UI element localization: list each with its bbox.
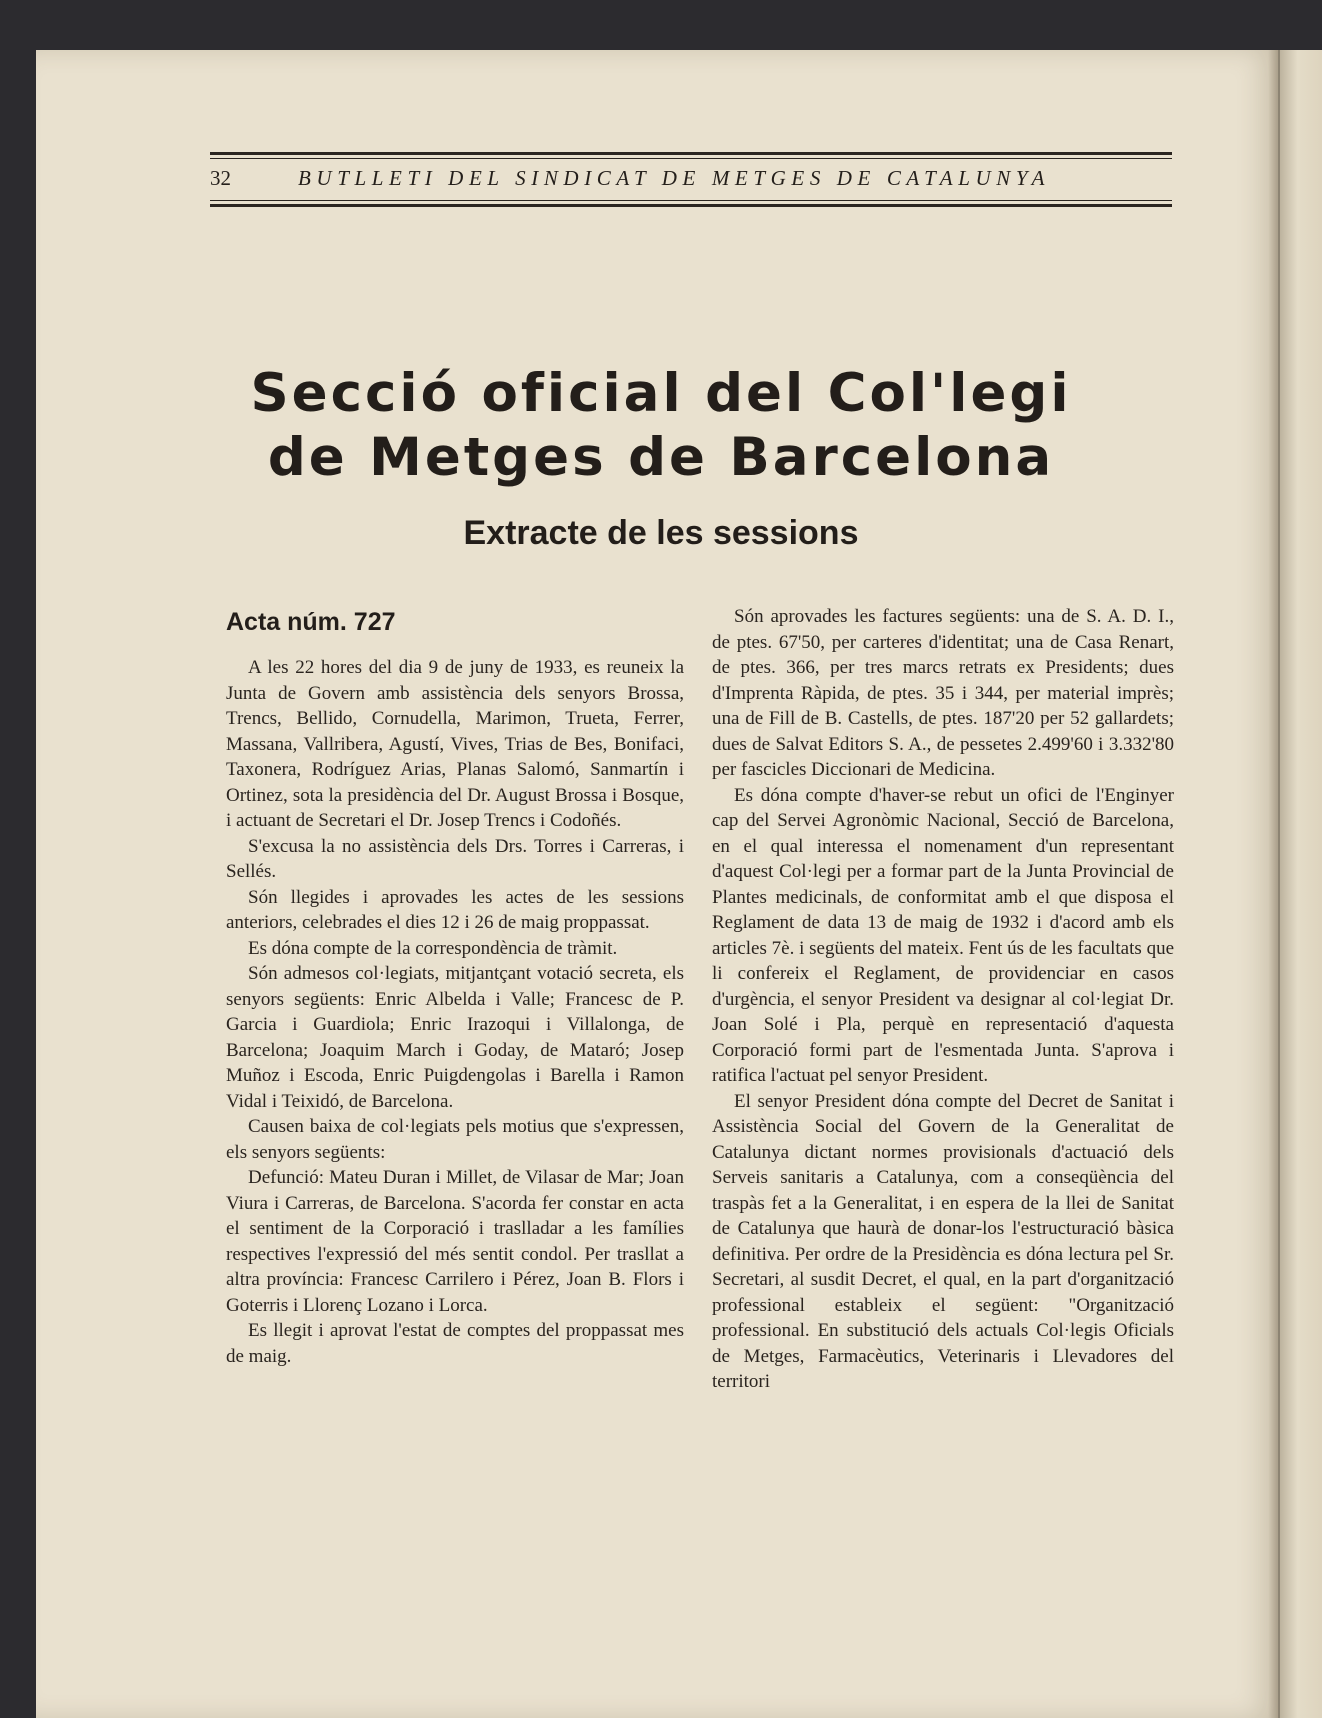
- paragraph: Són aprovades les factures següents: una de S. A. D. I., de ptes. 67'50, per carteres d'identitat; una de Casa Renart, de ptes. 366, per tres marcs retrats ex Presidents; dues d'Imprenta Ràpida, de ptes. 35 i 344, per material imprès; una de Fill de B. Castells, de ptes. 187'20 per 52 gallardets; dues de Salvat Editors S. A., de pessetes 2.499'60 i 3.332'80 per fascicles Diccionari de Medicina.: [712, 606, 1174, 780]
- running-header: [210, 166, 1172, 196]
- paragraph: Són admesos col·legiats, mitjantçant votació secreta, els senyors següents: Enric Albelda i Valle; Francesc de P. Garcia i Guardiola; Enric Irazoqui i Villalonga, de Barcelona; Joaquim March i Goday, de Mataró; Josep Muñoz i Escoda, Enric Puigdengolas i Barella i Ramon Vidal i Teixidó, de Barcelona.: [226, 963, 684, 1112]
- left-column: [226, 655, 684, 1369]
- header-rule-top-thin: [210, 158, 1172, 159]
- paragraph: Es llegit i aprovat l'estat de comptes del proppassat mes de maig.: [226, 1320, 684, 1367]
- running-title: BUTLLETI DEL SINDICAT DE METGES DE CATALUNYA: [298, 166, 1051, 190]
- section-heading: Acta núm. 727: [226, 608, 396, 636]
- header-rule-top-thick: [210, 152, 1172, 155]
- paragraph: S'excusa la no assistència dels Drs. Torres i Carreras, i Sellés.: [226, 835, 684, 882]
- header-rule-bottom-thick: [210, 204, 1172, 207]
- title-line-2: de Metges de Barcelona: [267, 427, 1055, 488]
- paragraph: Causen baixa de col·legiats pels motius que s'expressen, els senyors següents:: [226, 1116, 684, 1163]
- paragraph: A les 22 hores del dia 9 de juny de 1933, es reuneix la Junta de Govern amb assistència dels senyors Brossa, Trencs, Bellido, Cornudella, Marimon, Trueta, Ferrer, Massana, Vallribera, Agustí, Vives, Trias de Bes, Bonifaci, Taxonera, Rodríguez Arias, Planas Salomó, Sanmartín i Ortinez, sota la presidència del Dr. August Brossa i Bosque, i actuant de Secretari el Dr. Josep Trencs i Codoñés.: [226, 657, 684, 831]
- title-line-1: Secció oficial del Col'legi: [250, 363, 1072, 424]
- paragraph: Defunció: Mateu Duran i Millet, de Vilasar de Mar; Joan Viura i Carreras, de Barcelona. S'acorda fer constar en acta el sentiment de la Corporació i traslladar a les famílies respectives l'expressió del més sentit condol. Per trasllat a altra província: Francesc Carrilero i Pérez, Joan B. Flors i Goterris i Llorenç Lozano i Lorca.: [226, 1167, 684, 1316]
- page-number: 32: [210, 166, 231, 190]
- paragraph: Són llegides i aprovades les actes de les sessions anteriors, celebrades el dies 12 i 26 de maig proppassat.: [226, 886, 684, 933]
- header-rule-bottom-thin: [210, 200, 1172, 201]
- paragraph: El senyor President dóna compte del Decret de Sanitat i Assistència Social del Govern de la Generalitat de Catalunya dictant normes provisionals d'actuació dels Serveis sanitaris a Catalunya, com a conseqüència del traspàs fet a la Generalitat, i en espera de la llei de Sanitat de Catalunya que haurà de donar-los l'estructuració bàsica definitiva. Per ordre de la Presidència es dóna lectura pel Sr. Secretari, al susdit Decret, el qual, en la part d'organització professional estableix el següent: "Organització professional. En substitució dels actuals Col·legis Oficials de Metges, Farmacèutics, Veterinaris i Llevadores del territori: [712, 1090, 1174, 1392]
- paragraph: Es dóna compte de la correspondència de tràmit.: [248, 937, 618, 959]
- right-column: [712, 604, 1174, 1395]
- article-subtitle: Extracte de les sessions: [463, 514, 859, 552]
- paragraph: Es dóna compte d'haver-se rebut un ofici de l'Enginyer cap del Servei Agronòmic Nacional, Secció de Barcelona, en el qual interessa el nomenament d'un representant d'aquest Col·legi per a formar part de la Junta Provincial de Plantes medicinals, de conformitat amb el que disposa el Reglament de data 13 de maig de 1932 i d'acord amb els articles 7è. i següents del mateix. Fent ús de les facultats que li confereix el Reglament, de providenciar en casos d'urgència, el senyor President va designar al col·legiat Dr. Joan Solé i Pla, perquè en representació d'aquesta Corporació formi part de l'esmentada Junta. S'aprova i ratifica l'actuat pel senyor President.: [712, 784, 1174, 1086]
- page-edge: [1278, 50, 1322, 1718]
- article-title: [0, 362, 1322, 490]
- page-fold-shadow: [1268, 50, 1278, 1718]
